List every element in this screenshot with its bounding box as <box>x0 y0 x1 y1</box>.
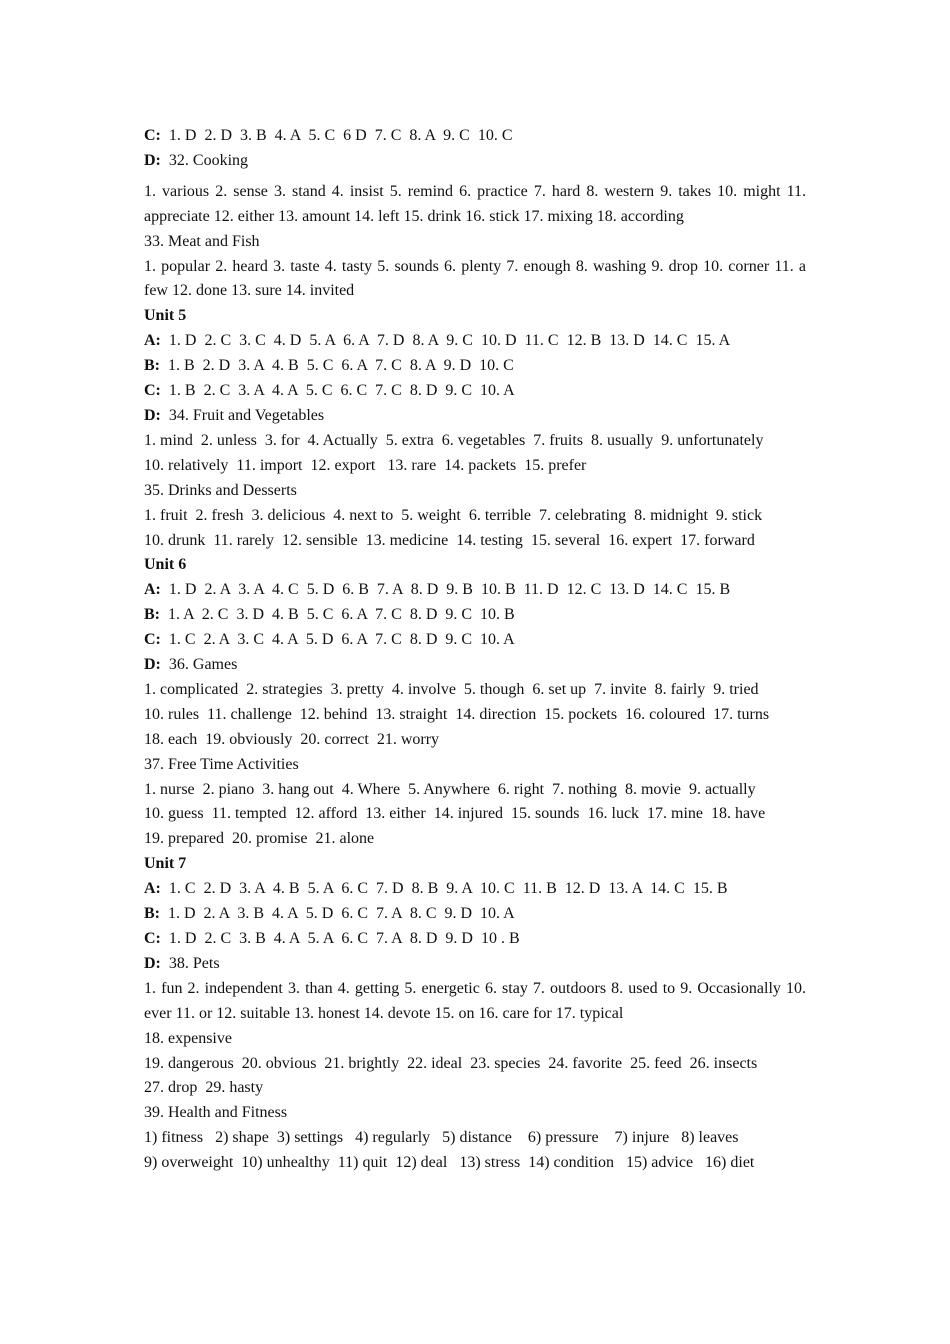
topic-title: 36. Games <box>168 656 238 674</box>
answer-text: 18. expensive <box>144 1029 232 1047</box>
answer-text: 10. relatively 11. import 12. export 13. rare 14. packets 15. prefer <box>144 456 587 474</box>
section-d-heading <box>144 404 806 429</box>
topic-title: 37. Free Time Activities <box>144 755 299 773</box>
topic-title: 35. Drinks and Desserts <box>144 481 297 499</box>
answer-text: 1. D 2. C 3. C 4. D 5. A 6. A 7. D 8. A 9. C 10. D 11. C 12. B 13. D 14. C 15. A <box>168 332 731 350</box>
answer-key-page <box>144 124 806 1176</box>
answer-text: 1. B 2. C 3. A 4. A 5. C 6. C 7. C 8. D 9. C 10. A <box>168 382 515 400</box>
answer-text: 1. D 2. D 3. B 4. A 5. C 6 D 7. C 8. A 9. C 10. C <box>168 127 513 144</box>
answer-text: 10. drunk 11. rarely 12. sensible 13. medicine 14. testing 15. several 16. expert 17. forward <box>144 531 755 549</box>
section-label: C: <box>144 631 161 649</box>
answer-text: 1. mind 2. unless 3. for 4. Actually 5. extra 6. vegetables 7. fruits 8. usually 9. unfortunately <box>144 431 764 449</box>
section-b-answers <box>144 354 806 379</box>
unit-heading: Unit 6 <box>144 556 187 574</box>
answer-text: 19. dangerous 20. obvious 21. brightly 22. ideal 23. species 24. favorite 25. feed 26. insects <box>144 1054 758 1072</box>
answer-text: 1. B 2. D 3. A 4. B 5. C 6. A 7. C 8. A 9. D 10. C <box>168 357 514 375</box>
answer-text: 1. various 2. sense 3. stand 4. insist 5. remind 6. practice 7. hard 8. western 9. takes 10. might 11. appreciate 12. either 13. amount 14. left 15. drink 16. stick 17. mixing 18. according <box>144 182 806 225</box>
section-d-heading <box>144 653 806 678</box>
unit-heading: Unit 7 <box>144 855 187 873</box>
section-a-answers <box>144 578 806 603</box>
section-label: B: <box>144 606 160 624</box>
section-c-answers <box>144 628 806 653</box>
answer-text: 1. D 2. A 3. A 4. C 5. D 6. B 7. A 8. D 9. B 10. B 11. D 12. C 13. D 14. C 15. B <box>168 581 731 599</box>
answer-text: 10. rules 11. challenge 12. behind 13. straight 14. direction 15. pockets 16. coloured 17. turns <box>144 705 770 723</box>
answer-text: 1. nurse 2. piano 3. hang out 4. Where 5. Anywhere 6. right 7. nothing 8. movie 9. actually <box>144 780 756 798</box>
answer-text: 19. prepared 20. promise 21. alone <box>144 830 375 848</box>
unit-heading: Unit 5 <box>144 307 187 325</box>
section-label: D: <box>144 406 161 424</box>
section-label: A: <box>144 581 161 599</box>
answer-text: 18. each 19. obviously 20. correct 21. worry <box>144 730 440 748</box>
section-label: D: <box>144 656 161 674</box>
topic-title: 39. Health and Fitness <box>144 1104 288 1122</box>
answer-text: 27. drop 29. hasty <box>144 1079 264 1097</box>
section-label: D: <box>144 151 161 169</box>
answer-text: 1. fruit 2. fresh 3. delicious 4. next to 5. weight 6. terrible 7. celebrating 8. midnight 9. stick <box>144 506 763 524</box>
section-b-answers <box>144 603 806 628</box>
topic-title: 32. Cooking <box>168 151 249 169</box>
section-c-answers <box>144 379 806 404</box>
answer-text: 1. A 2. C 3. D 4. B 5. C 6. A 7. C 8. D 9. C 10. B <box>168 606 515 624</box>
section-a-answers <box>144 877 806 902</box>
answer-text: 1. fun 2. independent 3. than 4. getting 5. energetic 6. stay 7. outdoors 8. used to 9. Occasionally 10. ever 11. or 12. suitable 13. honest 14. devote 15. on 16. care for 17. typical <box>144 979 806 1022</box>
topic-title: 38. Pets <box>168 954 220 972</box>
answer-text: 9) overweight 10) unhealthy 11) quit 12) deal 13) stress 14) condition 15) advice 16) diet <box>144 1154 755 1172</box>
answer-text: 1. popular 2. heard 3. taste 4. tasty 5. sounds 6. plenty 7. enough 8. washing 9. drop 10. corner 11. a few 12. done 13. sure 14. invited <box>144 257 806 300</box>
answer-text: 1. complicated 2. strategies 3. pretty 4. involve 5. though 6. set up 7. invite 8. fairly 9. tried <box>144 680 759 698</box>
section-d-heading <box>144 952 806 977</box>
section-label: A: <box>144 880 161 898</box>
answer-text: 1) fitness 2) shape 3) settings 4) regularly 5) distance 6) pressure 7) injure 8) leaves <box>144 1129 739 1147</box>
section-label: B: <box>144 905 160 923</box>
topic-title: 33. Meat and Fish <box>144 232 260 250</box>
section-c-answers <box>144 124 806 149</box>
topic-title: 34. Fruit and Vegetables <box>168 406 325 424</box>
section-label: C: <box>144 930 161 947</box>
section-a-answers <box>144 329 806 354</box>
answer-text: 1. D 2. C 3. B 4. A 5. A 6. C 7. A 8. D 9. D 10 . B <box>168 930 520 947</box>
section-label: C: <box>144 382 161 400</box>
section-d-heading <box>144 149 806 174</box>
section-b-answers <box>144 902 806 927</box>
answer-text: 1. D 2. A 3. B 4. A 5. D 6. C 7. A 8. C 9. D 10. A <box>168 905 515 923</box>
answer-text: 1. C 2. D 3. A 4. B 5. A 6. C 7. D 8. B 9. A 10. C 11. B 12. D 13. A 14. C 15. B <box>168 880 728 898</box>
section-label: D: <box>144 954 161 972</box>
section-label: B: <box>144 357 160 375</box>
answer-text: 10. guess 11. tempted 12. afford 13. either 14. injured 15. sounds 16. luck 17. mine 18. have <box>144 805 766 823</box>
section-label: C: <box>144 127 161 144</box>
section-label: A: <box>144 332 161 350</box>
answer-text: 1. C 2. A 3. C 4. A 5. D 6. A 7. C 8. D 9. C 10. A <box>168 631 515 649</box>
section-c-answers <box>144 927 806 952</box>
